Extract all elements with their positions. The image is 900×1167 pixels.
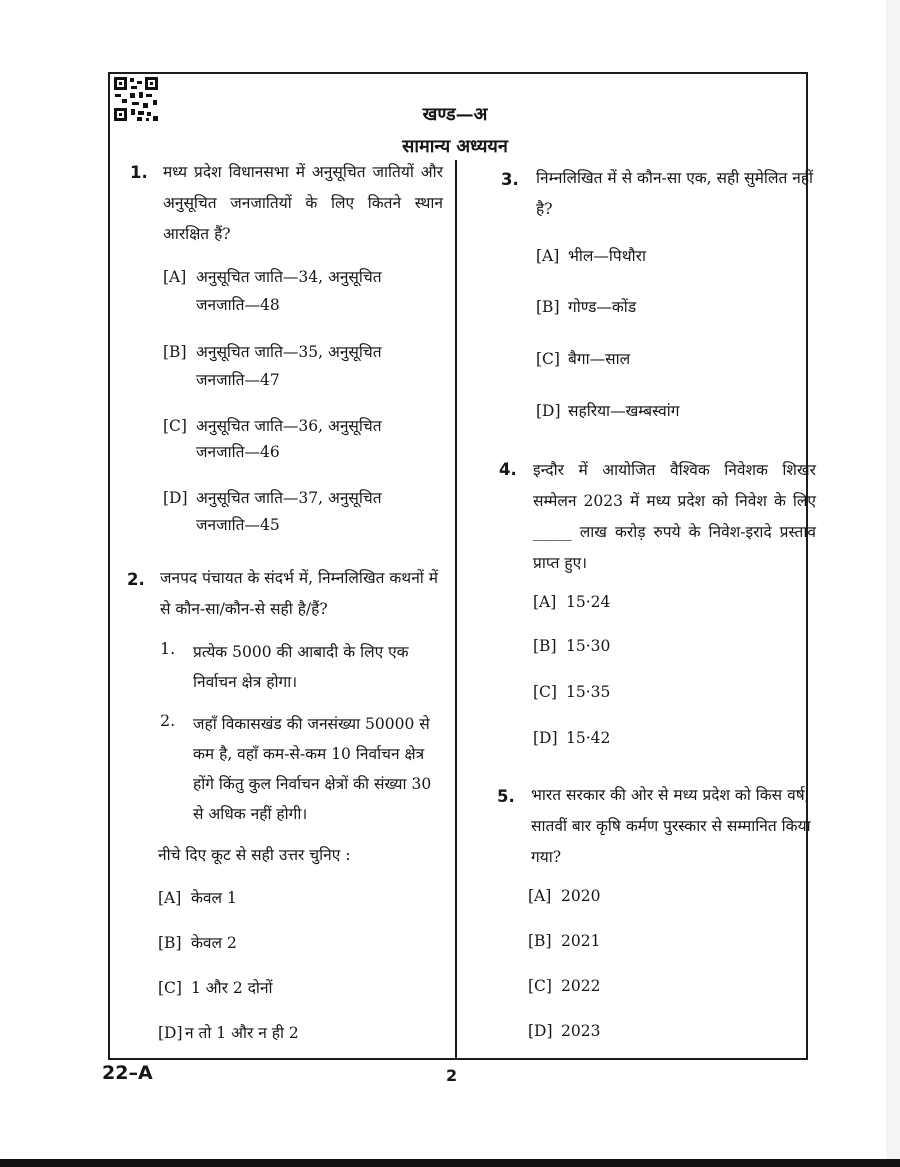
question-number: 5. (497, 787, 515, 806)
option-label: [D] (528, 1022, 553, 1040)
question-text: मध्य प्रदेश विधानसभा में अनुसूचित जातियों और अनुसूचित जनजातियों के लिए कितने स्थान आरक्षित हैं? (163, 163, 443, 243)
option-label: [B] (536, 298, 560, 316)
option-text: 2021 (561, 932, 601, 950)
question-number: 2. (127, 570, 145, 589)
paper-code: 22–A (102, 1062, 153, 1084)
option-text: सहरिया—खम्बस्वांग (568, 402, 680, 420)
option-text: अनुसूचित जाति—37, अनुसूचित (196, 489, 382, 507)
option-label: [A] (536, 247, 560, 265)
option-text: 15·24 (566, 593, 611, 611)
question-text: जनपद पंचायत के संदर्भ में, निम्नलिखित कथनों में से कौन-सा/कौन-से सही है/हैं? (160, 569, 439, 618)
scan-edge (886, 0, 900, 1167)
section-title: खण्ड—अ (422, 104, 488, 125)
option-text: जनजाति—48 (196, 296, 280, 314)
option-text: केवल 1 (191, 889, 237, 907)
option-text: अनुसूचित जाति—34, अनुसूचित (196, 268, 382, 286)
option-label: [D] (533, 729, 558, 747)
page-number: 2 (446, 1066, 458, 1085)
statement-number: 2. (160, 711, 176, 730)
question-text: भारत सरकार की ओर से मध्य प्रदेश को किस वर्ष, सातवीं बार कृषि कर्मण पुरस्कार से सम्मानित किया गया? (531, 786, 811, 866)
option-text: 2023 (561, 1022, 601, 1040)
option-label: [C] (528, 977, 552, 995)
option-text: 15·30 (566, 637, 611, 655)
option-label: [A] (163, 268, 187, 286)
section-subtitle: सामान्य अध्ययन (402, 136, 508, 157)
option-label: [A] (528, 887, 552, 905)
question-number: 3. (501, 170, 519, 189)
option-label: [C] (158, 979, 182, 997)
option-label: [C] (536, 350, 560, 368)
option-label: [D] (536, 402, 561, 420)
option-label: [A] (533, 593, 557, 611)
question-text: इन्दौर में आयोजित वैश्विक निवेशक शिखर सम्मेलन 2023 में मध्य प्रदेश को निवेश के लिए _____ लाख करोड़ रुपये के निवेश-इरादे प्रस्ताव प्राप्त हुए। (533, 461, 816, 572)
option-label: [A] (158, 889, 182, 907)
option-text: 2022 (561, 977, 601, 995)
option-label: [C] (163, 417, 187, 435)
option-label: [D] (163, 489, 188, 507)
option-text: जनजाति—46 (196, 443, 280, 461)
option-text: बैगा—साल (568, 350, 631, 368)
option-text: 15·42 (566, 729, 611, 747)
option-text: केवल 2 (191, 934, 237, 952)
question-number: 1. (130, 163, 148, 182)
column-divider (455, 160, 457, 1060)
option-text: अनुसूचित जाति—36, अनुसूचित (196, 417, 382, 435)
option-text: गोण्ड—कोंड (568, 298, 637, 316)
scan-edge-bottom (0, 1159, 900, 1167)
question-text: निम्नलिखित में से कौन-सा एक, सही सुमेलित नहीं है? (536, 169, 814, 218)
option-text: जनजाति—45 (196, 516, 280, 534)
option-text: 2020 (561, 887, 601, 905)
option-label: [D] (158, 1024, 183, 1042)
option-text: अनुसूचित जाति—35, अनुसूचित (196, 343, 382, 361)
option-text: 1 और 2 दोनों (191, 979, 273, 997)
question-number: 4. (499, 460, 517, 479)
option-label: [B] (528, 932, 552, 950)
instruction-text: नीचे दिए कूट से सही उत्तर चुनिए : (158, 846, 351, 864)
statement-number: 1. (160, 639, 176, 658)
option-text: भील—पिथौरा (568, 247, 647, 265)
option-label: [B] (163, 343, 187, 361)
statement-text: प्रत्येक 5000 की आबादी के लिए एक निर्वाचन क्षेत्र होगा। (193, 643, 409, 691)
statement-text: जहाँ विकासखंड की जनसंख्या 50000 से कम है, वहाँ कम-से-कम 10 निर्वाचन क्षेत्र होंगे किंतु कुल निर्वाचन क्षेत्रों की संख्या 30 से अधिक नहीं होगी। (193, 715, 432, 823)
option-label: [C] (533, 683, 557, 701)
option-label: [B] (158, 934, 182, 952)
option-text: जनजाति—47 (196, 371, 280, 389)
option-label: [B] (533, 637, 557, 655)
option-text: 15·35 (566, 683, 611, 701)
option-text: न तो 1 और न ही 2 (185, 1024, 299, 1042)
qr-code-icon (113, 76, 159, 122)
